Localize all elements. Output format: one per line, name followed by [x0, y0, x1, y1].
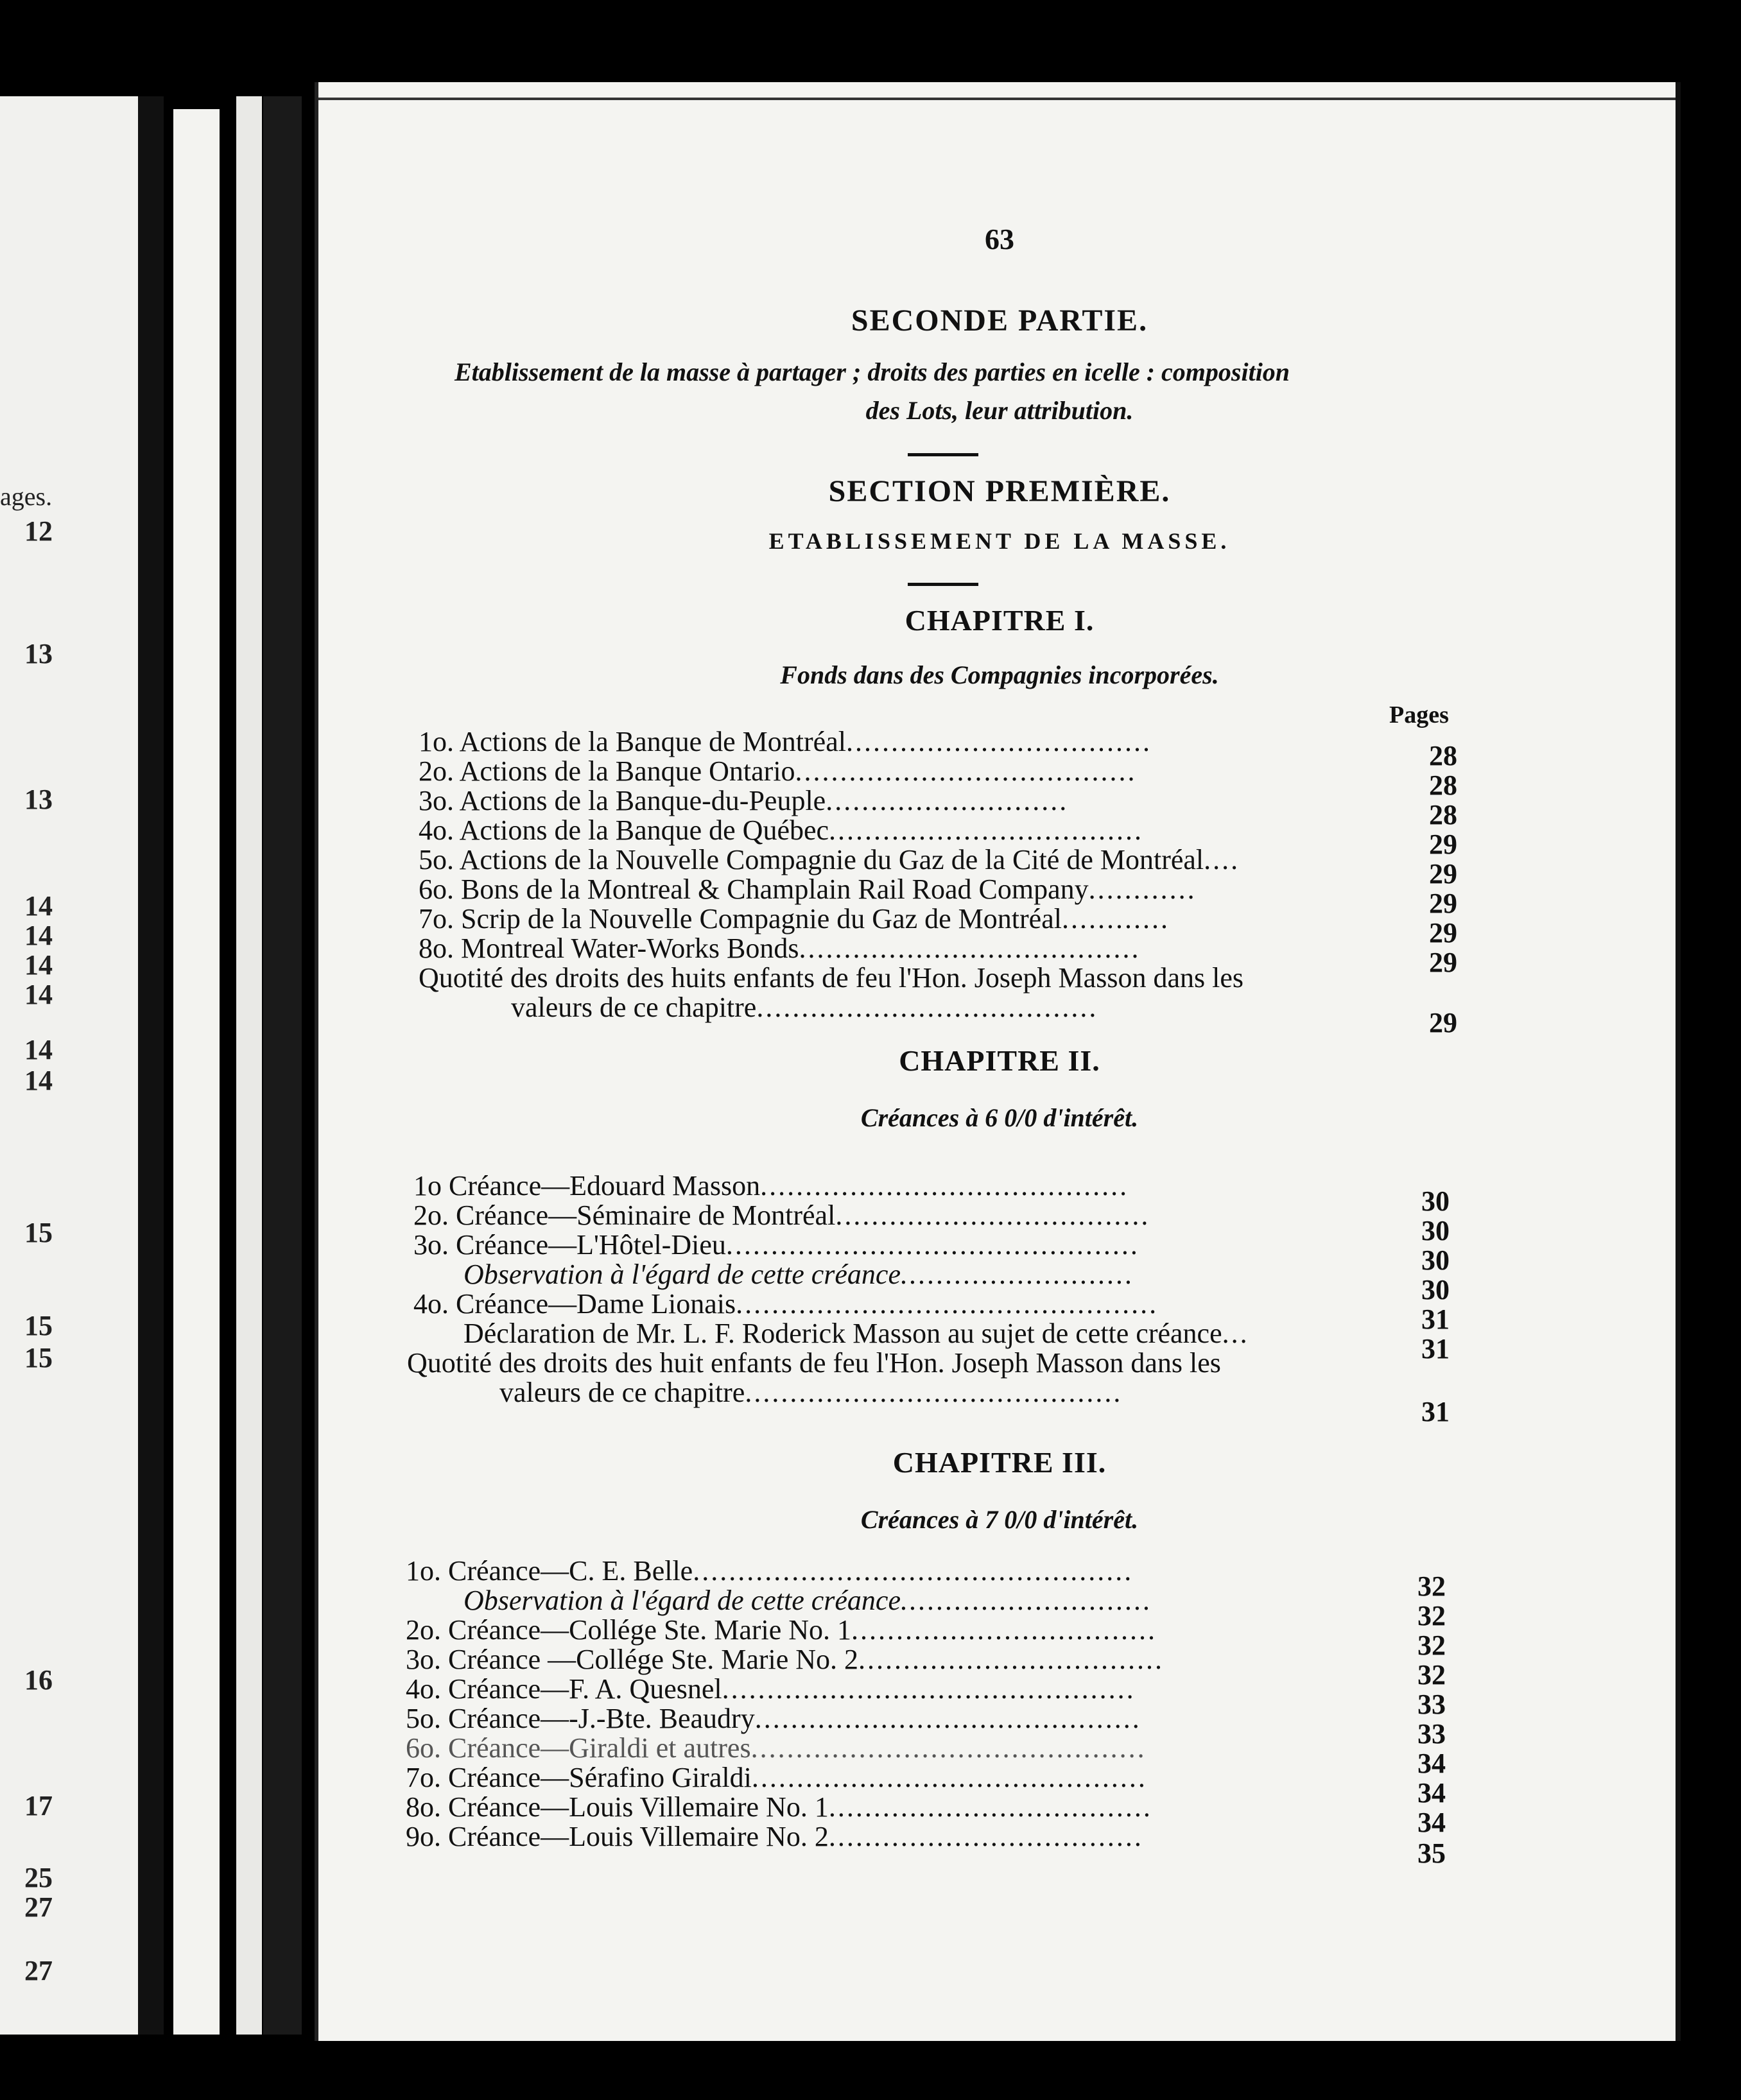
divider-rule	[908, 583, 978, 586]
toc-entry: Déclaration de Mr. L. F. Roderick Masson au sujet de cette créance...	[463, 1318, 1249, 1349]
left-page-number: 27	[24, 1891, 53, 1923]
toc-page: 31	[1421, 1333, 1450, 1364]
left-page-header: ages.	[0, 482, 53, 511]
left-page-number: 14	[24, 1065, 53, 1096]
toc-entry: 4o. Créance—Dame Lionais...............................................	[413, 1288, 1159, 1320]
part-title: SECONDE PARTIE.	[851, 304, 1148, 338]
left-page-number: 27	[24, 1955, 53, 1986]
left-page-number: 16	[24, 1664, 53, 1696]
toc-page: 31	[1421, 1396, 1450, 1427]
page-number: 63	[985, 223, 1014, 255]
toc-entry: 2o. Actions de la Banque Ontario......................................	[419, 755, 1137, 787]
left-page-number: 17	[24, 1790, 53, 1821]
toc-page: 30	[1421, 1274, 1450, 1305]
toc-entry: 3o. Créance—L'Hôtel-Dieu..............................................	[413, 1229, 1139, 1261]
toc-page: 30	[1421, 1185, 1450, 1217]
chapter-title: CHAPITRE I.	[905, 604, 1095, 637]
toc-entry: 6o. Créance—Giraldi et autres............................................	[406, 1732, 1147, 1764]
part-subtitle: Etablissement de la masse à partager ; droits des parties en icelle : composition	[455, 357, 1290, 386]
toc-page: 32	[1417, 1600, 1446, 1631]
toc-page: 29	[1429, 829, 1457, 860]
toc-entry: valeurs de ce chapitre......................................	[511, 992, 1098, 1023]
toc-page: 33	[1417, 1718, 1446, 1750]
main-page	[315, 82, 1681, 2041]
toc-entry: 4o. Actions de la Banque de Québec...................................	[419, 814, 1144, 846]
toc-entry: 1o Créance—Edouard Masson.........................................	[413, 1170, 1129, 1201]
toc-entry: 2o. Créance—Séminaire de Montréal...................................	[413, 1200, 1150, 1231]
toc-page: 34	[1417, 1807, 1446, 1838]
left-page-number: 25	[24, 1862, 53, 1893]
gutter-shadow	[138, 96, 164, 2035]
left-page-number: 13	[24, 638, 53, 669]
left-page-number: 15	[24, 1342, 53, 1373]
divider-rule	[908, 453, 978, 456]
toc-page: 29	[1429, 1007, 1457, 1038]
toc-page: 28	[1429, 799, 1457, 831]
toc-entry: 8o. Créance—Louis Villemaire No. 1....................................	[406, 1791, 1152, 1823]
section-subtitle: ETABLISSEMENT DE LA MASSE.	[768, 528, 1231, 554]
toc-page: 30	[1421, 1244, 1450, 1276]
left-page-number: 14	[24, 1034, 53, 1065]
toc-page: 29	[1429, 917, 1457, 949]
left-page-number: 15	[24, 1217, 53, 1248]
toc-entry: 5o. Actions de la Nouvelle Compagnie du Gaz de la Cité de Montréal....	[419, 844, 1240, 875]
left-page-number: 14	[24, 890, 53, 922]
toc-page: 29	[1429, 888, 1457, 919]
toc-entry: 8o. Montreal Water-Works Bonds......................................	[419, 933, 1141, 964]
top-rule	[318, 98, 1681, 100]
left-page-number: 15	[24, 1310, 53, 1341]
chapter-title: CHAPITRE III.	[892, 1446, 1107, 1479]
toc-entry: 7o. Créance—Sérafino Giraldi............................................	[406, 1762, 1147, 1793]
toc-entry: 7o. Scrip de la Nouvelle Compagnie du Gaz de Montréal............	[419, 903, 1170, 934]
section-title: SECTION PREMIÈRE.	[828, 474, 1171, 508]
chapter-subtitle: Créances à 6 0/0 d'intérêt.	[860, 1103, 1139, 1132]
left-page-number: 12	[24, 515, 53, 547]
toc-page: 34	[1417, 1777, 1446, 1809]
spine-strip	[173, 109, 220, 2035]
toc-page: 30	[1421, 1215, 1450, 1246]
toc-page: 33	[1417, 1689, 1446, 1720]
chapter-subtitle: Fonds dans des Compagnies incorporées.	[780, 660, 1219, 689]
toc-entry: Quotité des droits des huit enfants de feu l'Hon. Joseph Masson dans les	[407, 1347, 1221, 1379]
chapter-subtitle: Créances à 7 0/0 d'intérêt.	[860, 1505, 1139, 1534]
toc-page: 28	[1429, 740, 1457, 771]
chapter-title: CHAPITRE II.	[899, 1044, 1100, 1077]
toc-entry: Observation à l'égard de cette créance..........................	[463, 1259, 1134, 1290]
toc-page: 31	[1421, 1304, 1450, 1335]
left-page-number: 14	[24, 979, 53, 1010]
toc-entry: 1o. Créance—C. E. Belle.................................................	[406, 1555, 1134, 1587]
left-page-number: 14	[24, 920, 53, 951]
left-page-number: 13	[24, 784, 53, 815]
toc-entry: 3o. Créance —Collége Ste. Marie No. 2..................................	[406, 1644, 1165, 1675]
toc-entry: 9o. Créance—Louis Villemaire No. 2...................................	[406, 1821, 1143, 1852]
toc-page: 32	[1417, 1659, 1446, 1691]
left-facing-page	[0, 96, 151, 2035]
pages-column-header: Pages	[1389, 701, 1449, 728]
toc-page: 32	[1417, 1571, 1446, 1602]
gutter-shadow	[263, 96, 302, 2035]
toc-entry: 3o. Actions de la Banque-du-Peuple...........................	[419, 785, 1069, 816]
toc-page: 35	[1417, 1838, 1446, 1869]
toc-entry: 5o. Créance—-J.-Bte. Beaudry...........................................	[406, 1703, 1141, 1734]
toc-page: 29	[1429, 858, 1457, 890]
toc-entry: 6o. Bons de la Montreal & Champlain Rail Road Company............	[419, 874, 1197, 905]
toc-page: 28	[1429, 770, 1457, 801]
toc-entry: 1o. Actions de la Banque de Montréal..................................	[419, 726, 1152, 757]
toc-page: 34	[1417, 1748, 1446, 1779]
toc-entry: 4o. Créance—F. A. Quesnel..............................................	[406, 1673, 1136, 1705]
toc-page: 29	[1429, 947, 1457, 978]
toc-entry: 2o. Créance—Collége Ste. Marie No. 1..................................	[406, 1614, 1157, 1646]
toc-entry: valeurs de ce chapitre..........................................	[499, 1377, 1123, 1408]
spine-strip	[236, 96, 262, 2035]
left-page-number: 14	[24, 949, 53, 981]
toc-page: 32	[1417, 1630, 1446, 1661]
toc-entry: Quotité des droits des huits enfants de feu l'Hon. Joseph Masson dans les	[419, 962, 1243, 994]
part-subtitle-line2: des Lots, leur attribution.	[865, 396, 1134, 425]
toc-entry: Observation à l'égard de cette créance............................	[463, 1585, 1152, 1616]
